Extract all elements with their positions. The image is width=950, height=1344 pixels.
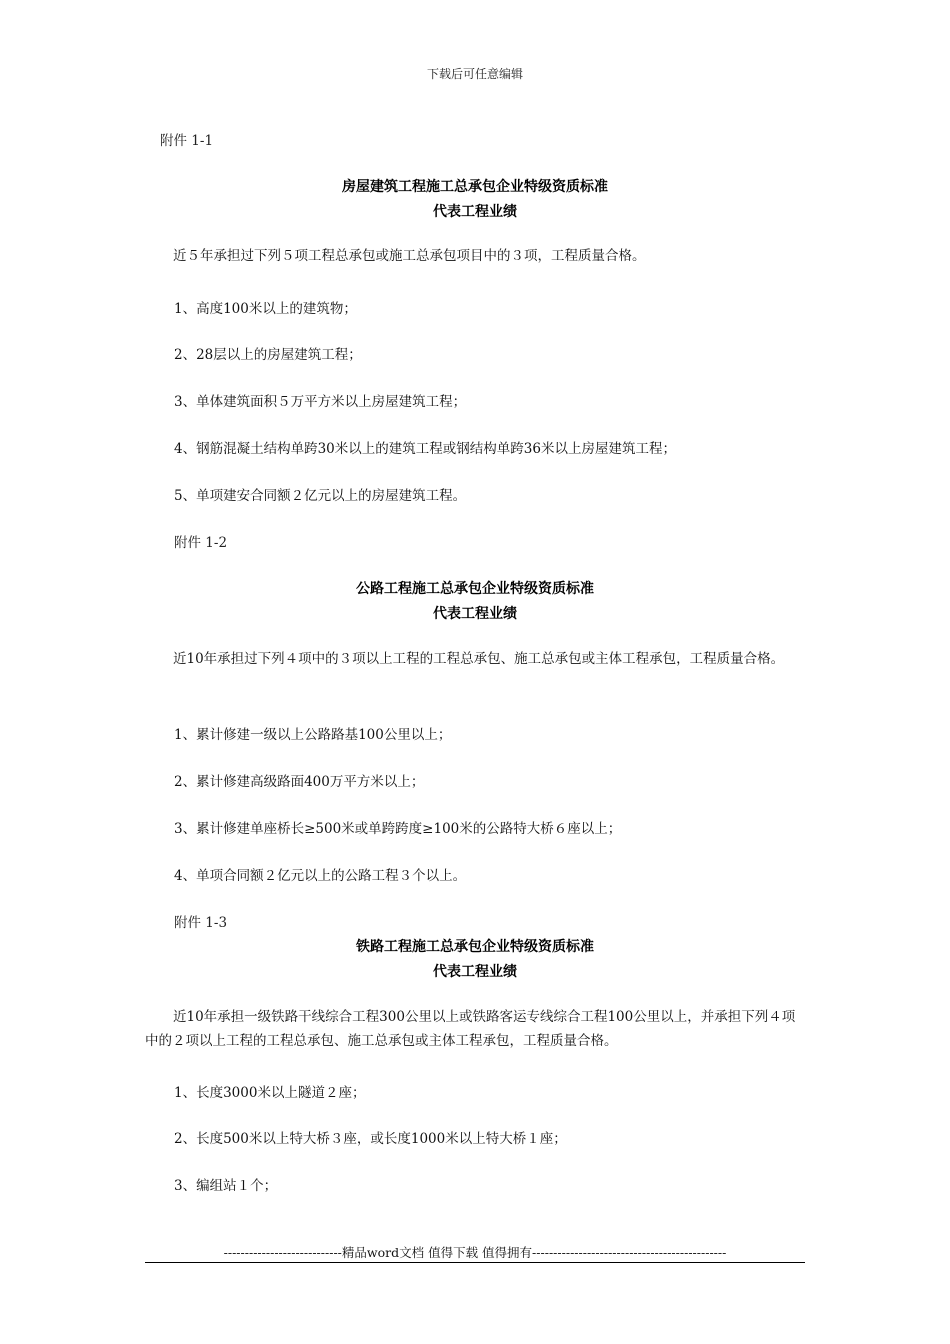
list-item: 5、单项建安合同额２亿元以上的房屋建筑工程。 [174,488,467,504]
list-item: 4、单项合同额２亿元以上的公路工程３个以上。 [174,868,467,884]
list-item: 3、单体建筑面积５万平方米以上房屋建筑工程； [174,394,467,410]
page-footer: ----------------------------精品word文档 值得下载 值得拥有---------------------------------------------- [223,1245,727,1260]
annex-label-1: 附件 1-1 [160,133,214,149]
list-item: 1、高度100米以上的建筑物； [174,301,357,317]
section-subtitle-3: 代表工程业绩 [433,964,517,980]
list-item: 2、累计修建高级路面400万平方米以上； [174,774,425,790]
section-intro-2: 近10年承担过下列４项中的３项以上工程的工程总承包、施工总承包或主体工程承包，工程质量合格。 [173,651,785,667]
list-item: 2、长度500米以上特大桥３座，或长度1000米以上特大桥１座； [174,1131,567,1147]
list-item: 3、编组站１个； [174,1178,278,1194]
section-intro-3: 近10年承担一级铁路干线综合工程300公里以上或铁路客运专线综合工程100公里以上，并承担下列４项中的２项以上工程的工程总承包、施工总承包或主体工程承包，工程质量合格。 [145,1009,796,1049]
list-item: 2、28层以上的房屋建筑工程； [174,347,362,363]
section-subtitle-2: 代表工程业绩 [433,606,517,622]
footer-divider [145,1262,805,1263]
list-item: 1、长度3000米以上隧道２座； [174,1085,366,1101]
section-title-1: 房屋建筑工程施工总承包企业特级资质标准 [342,179,608,195]
annex-label-3: 附件 1-3 [174,915,228,931]
page-header: 下载后可任意编辑 [426,67,523,81]
annex-label-2: 附件 1-2 [174,535,228,551]
section-title-3: 铁路工程施工总承包企业特级资质标准 [356,939,594,955]
section-intro-1: 近５年承担过下列５项工程总承包或施工总承包项目中的３项，工程质量合格。 [173,248,646,264]
list-item: 1、累计修建一级以上公路路基100公里以上； [174,727,452,743]
section-title-2: 公路工程施工总承包企业特级资质标准 [356,581,594,597]
list-item: 3、累计修建单座桥长≥500米或单跨跨度≥100米的公路特大桥６座以上； [174,821,622,837]
list-item: 4、钢筋混凝土结构单跨30米以上的建筑工程或钢结构单跨36米以上房屋建筑工程； [174,441,676,457]
section-subtitle-1: 代表工程业绩 [433,204,517,220]
